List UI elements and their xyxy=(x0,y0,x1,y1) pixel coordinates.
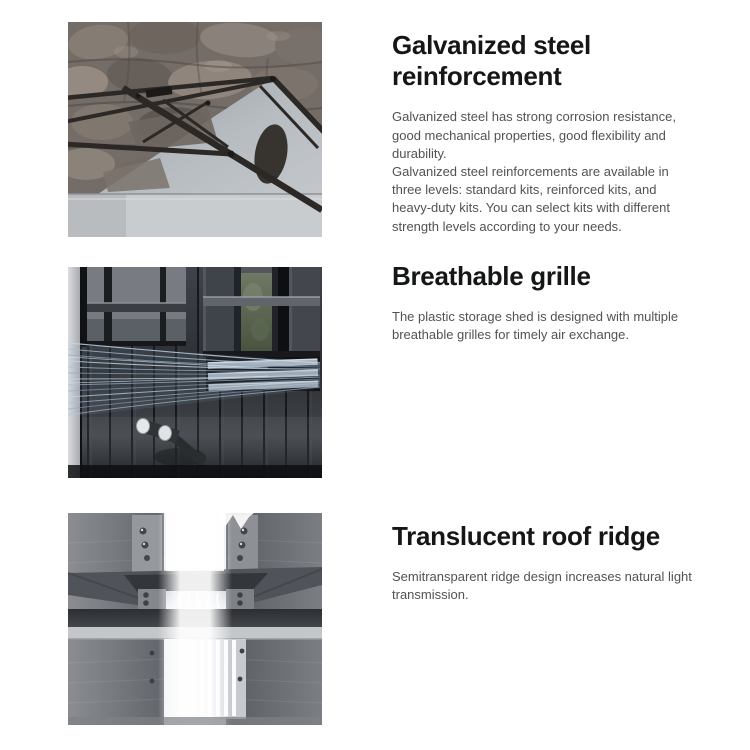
feature-title-translucent-roof-ridge: Translucent roof ridge xyxy=(392,521,660,551)
feature-body xyxy=(392,308,692,344)
galvanized-steel-truss-photo xyxy=(68,22,322,237)
breathable-grille-illustration xyxy=(68,267,322,478)
feature-section-breathable-grille xyxy=(392,261,692,345)
feature-paragraph: Galvanized steel has strong corrosion resistance, good mechanical properties, good flexibility and durability. xyxy=(392,109,676,161)
feature-paragraph: Galvanized steel reinforcements are available in three levels: standard kits, reinforced kits, and heavy-duty kits. You can select kits with different strength levels according to your needs. xyxy=(392,163,670,234)
feature-paragraph: Semitransparent ridge design increases natural light transmission. xyxy=(392,569,692,603)
feature-section-galvanized-steel xyxy=(392,30,692,236)
feature-section-translucent-roof-ridge xyxy=(392,521,692,605)
feature-title-galvanized-steel: Galvanized steel reinforcement xyxy=(392,30,591,92)
feature-paragraph: The plastic storage shed is designed with multiple breathable grilles for timely air exchange. xyxy=(392,309,679,343)
translucent-roof-ridge-photo xyxy=(68,513,322,725)
galvanized-steel-truss-illustration xyxy=(68,22,322,237)
translucent-roof-ridge-illustration xyxy=(68,513,322,725)
feature-body xyxy=(392,108,692,235)
breathable-grille-photo xyxy=(68,267,322,478)
feature-title-breathable-grille: Breathable grille xyxy=(392,261,591,291)
feature-body xyxy=(392,568,692,604)
